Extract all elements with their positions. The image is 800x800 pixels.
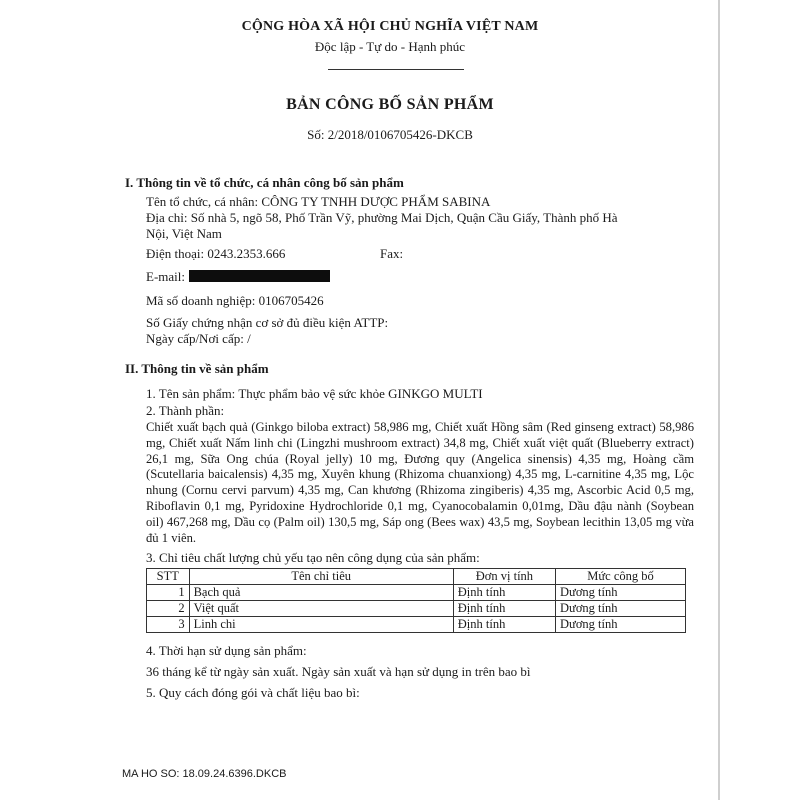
motto-underline [328, 69, 464, 70]
quality-criteria-label: 3. Chỉ tiêu chất lượng chủ yếu tạo nên công dụng của sản phẩm: [146, 550, 480, 565]
section-1-heading: I. Thông tin về tổ chức, cá nhân công bố sản phẩm [125, 175, 404, 190]
email-label: E-mail: [146, 269, 185, 284]
product-name: 1. Tên sản phẩm: Thực phẩm bảo vệ sức khỏe GINKGO MULTI [146, 386, 483, 401]
table-cell: 1 [147, 585, 190, 601]
page-edge [718, 0, 720, 800]
ingredients-text: Chiết xuất bạch quả (Ginkgo biloba extract) 58,986 mg, Chiết xuất Hồng sâm (Red ginseng extract) 58,986 mg, Chiết xuất Nấm linh chi (Lingzhi mushroom extract) 34,8 mg, Chiết xuất việt quất (Blueberry extract) 26,1 mg, Sữa Ong chúa (Royal jelly) 10 mg, Đương quy (Angelica sinensis) 4,35 mg, Hoàng cầm (Scutellaria baicalensis) 4,35 mg, Xuyên khung (Rhizoma chuanxiong) 4,35 mg, L-carnitine 4,35 mg, Lộc nhung (Cornu cervi parvum) 4,35 mg, Can khương (Rhizoma zingiberis) 4,35 mg, Ascorbic Acid 0,5 mg, Riboflavin 0,1 mg, Pyridoxine Hydrochloride 0,1 mg, Cyanocobalamin 0,01mg, Dầu đậu nành (Soybean oil) 467,268 mg, Dầu cọ (Palm oil) 130,5 mg, Sáp ong (Bees wax) 43,5 mg, Soybean lecithin 13,05 mg vừa đủ 1 viên. [146, 420, 694, 545]
table-cell: Dương tính [556, 585, 686, 601]
table-cell: Bạch quả [189, 585, 453, 601]
table-header: STT [147, 569, 190, 585]
document-title: BẢN CÔNG BỐ SẢN PHẨM [286, 96, 494, 113]
phone-number: Điện thoại: 0243.2353.666 [146, 246, 286, 261]
fax-label: Fax: [380, 246, 404, 261]
quality-table [146, 568, 686, 633]
table-header: Đơn vị tính [453, 569, 555, 585]
address-line-1: Địa chỉ: Số nhà 5, ngõ 58, Phố Trần Vỹ, phường Mai Dịch, Quận Cầu Giấy, Thành phố Hà [146, 210, 618, 225]
table-cell: Định tính [453, 585, 555, 601]
shelf-life-label: 4. Thời hạn sử dụng sản phẩm: [146, 643, 307, 658]
packaging-label: 5. Quy cách đóng gói và chất liệu bao bì: [146, 685, 360, 700]
email-redaction [189, 270, 330, 282]
document-number: Số: 2/2018/0106705426-DKCB [307, 127, 473, 142]
table-cell: 2 [147, 601, 190, 617]
organization-name: Tên tổ chức, cá nhân: CÔNG TY TNHH DƯỢC PHẨM SABINA [146, 194, 491, 209]
table-header-row [147, 569, 686, 585]
table-cell: Định tính [453, 617, 555, 633]
table-header: Tên chỉ tiêu [189, 569, 453, 585]
shelf-life-text: 36 tháng kể từ ngày sản xuất. Ngày sản xuất và hạn sử dụng in trên bao bì [146, 664, 531, 679]
table-header: Mức công bố [556, 569, 686, 585]
table-cell: Việt quất [189, 601, 453, 617]
section-2-heading: II. Thông tin về sản phẩm [125, 361, 269, 376]
tax-code: Mã số doanh nghiệp: 0106705426 [146, 293, 324, 308]
table-row [147, 617, 686, 633]
address-line-2: Nội, Việt Nam [146, 226, 222, 241]
table-cell: Dương tính [556, 617, 686, 633]
table-cell: Dương tính [556, 601, 686, 617]
table-row [147, 585, 686, 601]
food-safety-certificate: Số Giấy chứng nhận cơ sở đủ điều kiện ATTP: [146, 315, 389, 330]
table-cell: Linh chi [189, 617, 453, 633]
table-row [147, 601, 686, 617]
nation-title: CỘNG HÒA XÃ HỘI CHỦ NGHĨA VIỆT NAM [241, 19, 539, 34]
table-cell: 3 [147, 617, 190, 633]
national-motto: Độc lập - Tự do - Hạnh phúc [314, 39, 466, 54]
dossier-code: MA HO SO: 18.09.24.6396.DKCB [122, 768, 287, 780]
table-cell: Định tính [453, 601, 555, 617]
ingredients-label: 2. Thành phần: [146, 403, 225, 418]
issue-date-place: Ngày cấp/Nơi cấp: / [146, 331, 251, 346]
